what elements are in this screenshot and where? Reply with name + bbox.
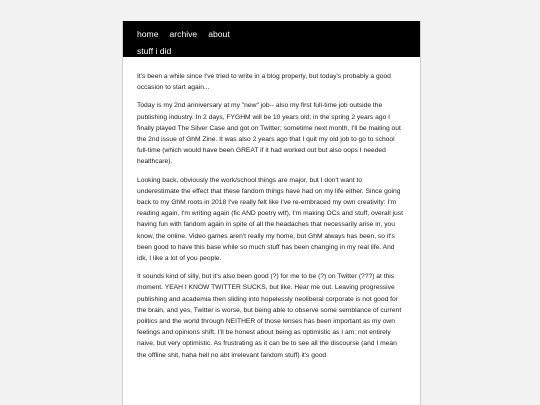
nav-link-about[interactable]: about bbox=[208, 29, 230, 39]
top-nav bbox=[123, 21, 420, 57]
post-paragraph: Looking back, obviously the work/school things are major, but I don't want to underestimate the effect that these fandom things have had on my life either. Since going back to my GhM roots in 2018 I've really felt like I've re-embraced my own creativity: I'm reading again, I'm writing again (fic AND poetry wtf), I'm making OCs and stuff, overall just having fun with fandom again in spite of all the headaches that necessarily arise in, you know, the online. Video games aren't really my home, but GhM always has been, so it's been good to have this base while so much stuff has been changing in my real life. And idk, I like a lot of you people. bbox=[137, 176, 403, 263]
nav-link-home[interactable]: home bbox=[137, 29, 159, 39]
nav-link-stuff-i-did[interactable]: stuff i did bbox=[137, 46, 172, 56]
nav-row-primary bbox=[137, 26, 420, 43]
post-paragraph: It's been a while since I've tried to write in a blog properly, but today's probably a good occasion to start again... bbox=[137, 73, 391, 92]
post-paragraph: It sounds kind of silly, but it's also been good (?) for me to be (?) on Twitter (???) at this moment. YEAH I KNOW TWITTER SUCKS, but like. Hear me out. Leaving progressive publishing and academia then sliding into hopelessly neoliberal corporate is not good for the brain, and yes, Twitter is worse, but being able to observe some semblance of current politics and the world through NEITHER of those lenses has been important as my own feelings and opinions shift. I'll be honest about being as optimistic as I am: not entirely naive, but very optimistic. As frustrating as it can be to see all the discourse (and I mean the offline shit, haha hell no abt irrelevant fandom stuff) it's good bbox=[137, 273, 402, 359]
blog-page bbox=[122, 21, 421, 405]
post-body bbox=[123, 57, 420, 361]
nav-link-archive[interactable]: archive bbox=[169, 29, 198, 39]
post-paragraph: Today is my 2nd anniversary at my "new" job-- also my first full-time job outside the publishing industry. In 2 days, FYGHM will be 10 years old; in the spring 2 years ago I finally played The Silver Case and got on Twitter; sometime next month, I'll be mailing out the 2nd issue of GhM Zine. It was also 2 years ago that I quit my old job to go to school full-time (which would have been GREAT if it had worked out but also oops I needed healthcare). bbox=[137, 102, 401, 166]
